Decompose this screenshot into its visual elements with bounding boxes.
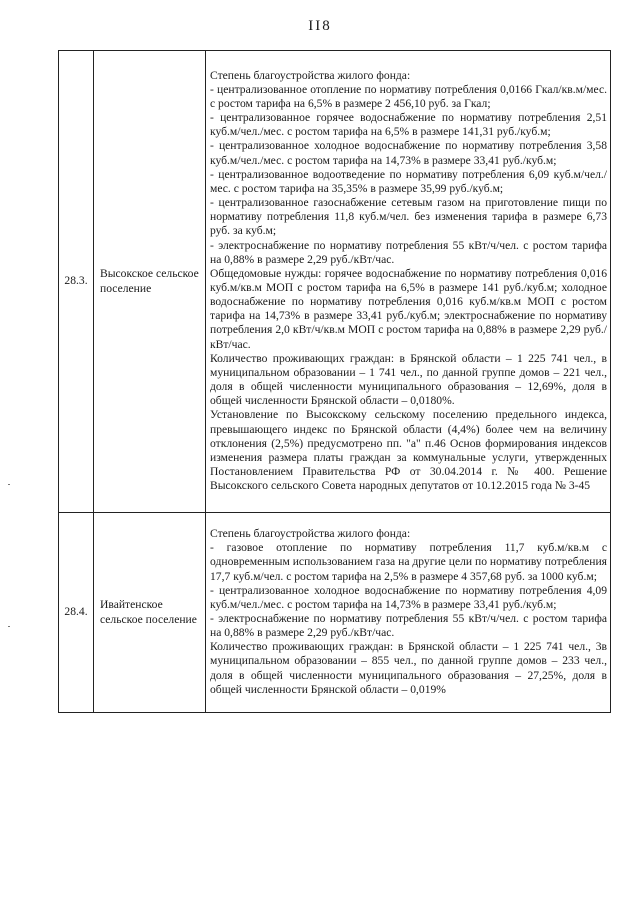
paragraph: - централизованное холодное водоснабжение по нормативу потребления 3,58 куб.м/чел./мес. с ростом тарифа на 14,73% в размере 33,41 руб./куб.м;	[210, 139, 607, 167]
paragraph: - централизованное горячее водоснабжение по нормативу потребления 2,51 куб.м/чел./мес. с ростом тарифа на 6,5% в размере 141,31 руб./куб.м;	[210, 111, 607, 139]
paragraph: - электроснабжение по нормативу потребления 55 кВт/ч/чел. с ростом тарифа на 0,88% в размере 2,29 руб./кВт/час.	[210, 612, 607, 640]
tariff-table	[58, 50, 611, 713]
row-description	[206, 51, 611, 513]
paragraph: Общедомовые нужды: горячее водоснабжение по нормативу потребления 0,016 куб.м/кв.м МОП с ростом тарифа на 6,5% в размере 141 руб./куб.м; холодное водоснабжение по нормативу потребления 0,016 куб.м/кв.м МОП с ростом тарифа на 14,73% в размере 33,41 руб./куб.м; электроснабжение по нормативу потребления 2,0 кВт/ч/кв.м МОП с ростом тарифа на 0,88% в размере 2,29 руб./кВт/час.	[210, 266, 607, 351]
row-number: 28.3.	[59, 51, 94, 513]
table-row	[59, 51, 611, 513]
scan-mark	[8, 626, 10, 627]
settlement-name: Ивайтенское сельское поселение	[94, 513, 206, 713]
paragraph: - централизованное холодное водоснабжение по нормативу потребления 4,09 куб.м/чел./мес. с ростом тарифа на 14,73% в размере 33,41 руб./куб.м;	[210, 583, 607, 611]
paragraph: - газовое отопление по нормативу потребления 11,7 куб.м/кв.м с одновременным использованием газа на другие цели по нормативу потребления 17,7 куб.м/чел. с ростом тарифа на 2,5% в размере 4 357,68 руб. за 1000 куб.м;	[210, 541, 607, 583]
paragraph: - централизованное газоснабжение сетевым газом на приготовление пищи по нормативу потребления 11,8 куб.м/чел. без изменения тарифа в размере 6,73 руб. за куб.м;	[210, 196, 607, 238]
paragraph: - централизованное водоотведение по нормативу потребления 6,09 куб.м/чел./мес. с ростом тарифа на 35,35% в размере 35,99 руб./куб.м;	[210, 167, 607, 195]
scan-mark	[8, 484, 10, 485]
paragraph: Степень благоустройства жилого фонда:	[210, 68, 411, 82]
table-row	[59, 513, 611, 713]
paragraph: Количество проживающих граждан: в Брянской области – 1 225 741 чел., 3в муниципальном образовании – 855 чел., по данной группе домов – 233 чел., доля в общей численности муниципального образования – 27,25%, доля в общей численности Брянской области – 0,019%	[210, 640, 607, 696]
settlement-name: Высокское сельское поселение	[94, 51, 206, 513]
paragraph: - централизованное отопление по нормативу потребления 0,0166 Гкал/кв.м/мес. с ростом тарифа на 6,5% в размере 2 456,10 руб. за Гкал;	[210, 82, 607, 110]
row-description	[206, 513, 611, 713]
paragraph: Степень благоустройства жилого фонда:	[210, 527, 411, 541]
paragraph: - электроснабжение по нормативу потребления 55 кВт/ч/чел. с ростом тарифа на 0,88% в размере 2,29 руб./кВт/час.	[210, 238, 607, 266]
paragraph: Установление по Высокскому сельскому поселению предельного индекса, превышающего индекс по Брянской области (4,4%) более чем на величину отклонения (2,5%) предусмотрено пп. "а" п.46 Основ формирования индексов изменения размера платы граждан за коммунальные услуги, утвержденных Постановлением Правительства РФ от 30.04.2014 г. № 400. Решение Высокского сельского Совета народных депутатов от 10.12.2015 года № 3-45	[210, 408, 607, 493]
paragraph: Количество проживающих граждан: в Брянской области – 1 225 741 чел., в муниципальном образовании – 1 741 чел., по данной группе домов – 221 чел., доля в общей численности муниципального образования – 12,69%, доля в общей численности Брянской области – 0,0180%.	[210, 351, 607, 408]
page-number: II8	[308, 18, 332, 34]
row-number: 28.4.	[59, 513, 94, 713]
